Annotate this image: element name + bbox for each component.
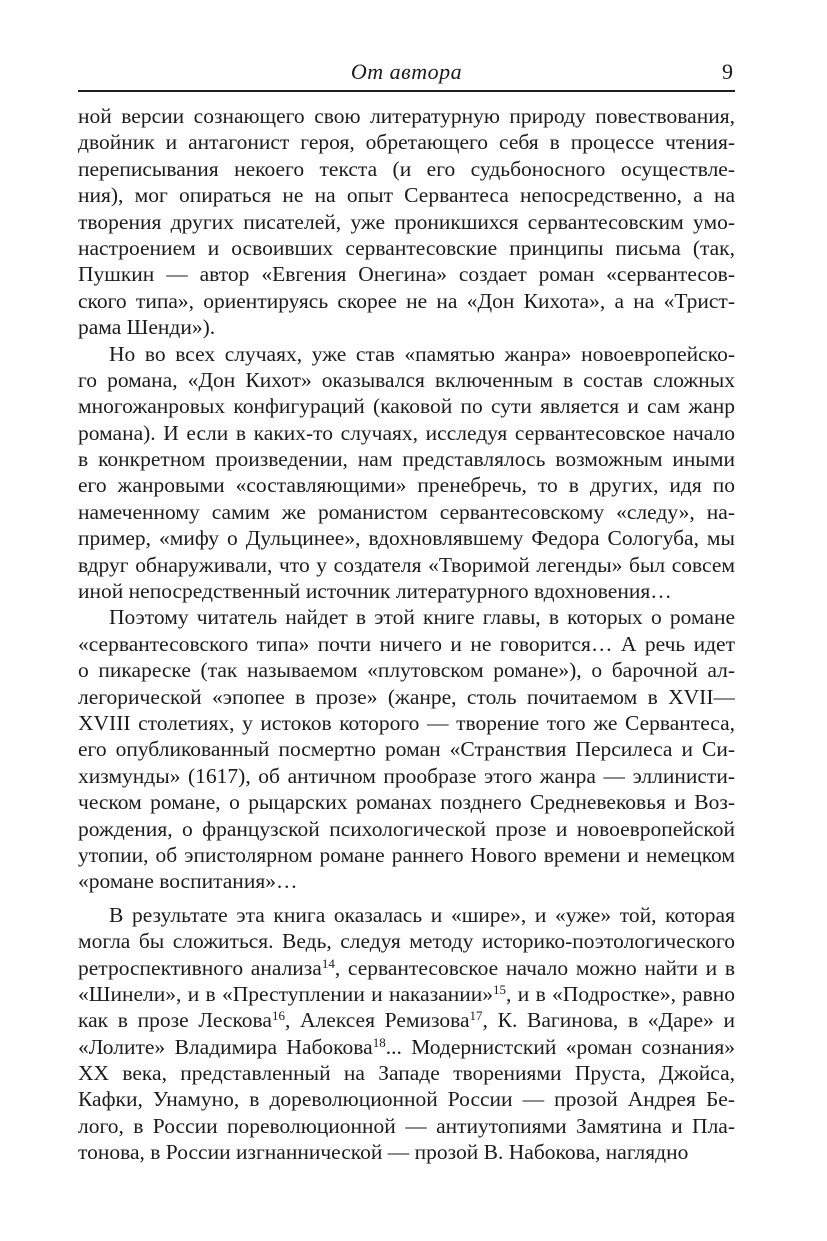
text-line: «сервантесовского типа» почти ничего и не говорится… А речь идет	[78, 631, 735, 656]
footnote-ref: 15	[493, 981, 507, 997]
text-line: творения других писателей, уже проникшихся сервантесовским умо-	[78, 209, 735, 234]
text-line: настроением и освоивших сервантесовские принципы письма (так,	[78, 235, 735, 260]
text-line: В результате эта книга оказалась и «шире», и «уже» той, которая	[109, 902, 735, 927]
text-line: в конкретном произведении, нам представлялось возможным иными	[78, 447, 735, 472]
text-line: Поэтому читатель найдет в этой книге главы, в которых о романе	[109, 605, 735, 630]
text-line: ретроспективного анализа$^{14}$, сервантесовское начало можно найти и в	[78, 955, 735, 980]
text-line: XVIII столетиях, у истоков которого — творение того же Сервантеса,	[78, 710, 735, 735]
text-line: «романе воспитания»…	[78, 869, 298, 894]
page-body	[78, 103, 735, 1166]
text-line: ной версии сознающего свою литературную природу повествования,	[78, 104, 735, 128]
page-header	[78, 60, 735, 88]
paragraph	[78, 902, 735, 1166]
text-line: ческом романе, о рыцарских романах позднего Средневековья и Воз-	[78, 790, 735, 815]
text-line: романа). И если в каких-то случаях, исследуя сервантесовское начало	[78, 420, 735, 445]
paragraph	[78, 341, 735, 605]
text-line: пример, «мифу о Дульцинее», вдохновлявшему Федора Сологуба, мы	[78, 526, 735, 551]
text-line: тонова, в России изгнаннической — прозой В. Набокова, наглядно	[78, 1140, 689, 1165]
paragraph	[78, 604, 735, 894]
text-line: рама Шенди»).	[78, 315, 216, 340]
text-line: «Лолите» Владимира Набокова$^{18}$... Модернистский «роман сознания»	[78, 1034, 735, 1059]
text-line: «Шинели», и в «Преступлении и наказании»$^{15}$, и в «Подростке», равно	[78, 981, 735, 1006]
text-line: многожанровых конфигураций (каковой по сути является и сам жанр	[78, 394, 735, 419]
text-line: намеченному самим же романистом сервантесовскому «следу», на-	[78, 499, 735, 524]
header-rule	[78, 90, 735, 92]
footnote-ref: 18	[372, 1034, 386, 1050]
text-line: переписывания некоего текста (и его судьбоносного осуществле-	[78, 156, 735, 181]
page-number: 9	[722, 59, 733, 84]
text-line: ХХ века, представленный на Западе творениями Пруста, Джойса,	[78, 1061, 735, 1086]
footnote-ref: 17	[469, 1008, 483, 1024]
text-line: рождения, о французской психологической прозе и новоевропейской	[78, 816, 735, 841]
text-line: утопии, об эпистолярном романе раннего Нового времени и немецком	[78, 842, 735, 867]
footnote-ref: 14	[321, 955, 335, 971]
text-line: иной непосредственный источник литературного вдохновения…	[78, 579, 672, 604]
text-line: двойник и антагонист героя, обретающего себя в процессе чтения-	[78, 130, 735, 155]
paragraph	[78, 103, 735, 341]
text-line: Но во всех случаях, уже став «памятью жанра» новоевропейско-	[109, 341, 735, 366]
text-line: хизмунды» (1617), об античном прообразе этого жанра — эллинисти-	[78, 763, 735, 788]
footnote-ref: 16	[271, 1008, 285, 1024]
text-line: ния), мог опираться не на опыт Сервантеса непосредственно, а на	[78, 183, 735, 208]
text-line: вдруг обнаруживали, что у создателя «Творимой легенды» был совсем	[78, 552, 735, 577]
text-line: лого, в России пореволюционной — антиутопиями Замятина и Пла-	[78, 1113, 735, 1138]
text-line: ского типа», ориентируясь скорее не на «Дон Кихота», а на «Трист-	[78, 288, 735, 313]
text-line: о пикареске (так называемом «плутовском романе»), о барочной ал-	[78, 658, 735, 683]
text-line: го романа, «Дон Кихот» оказывался включенным в состав сложных	[78, 367, 735, 392]
text-line: легорической «эпопее в прозе» (жанре, столь почитаемом в XVII—	[78, 684, 735, 709]
text-line: как в прозе Лескова$^{16}$, Алексея Ремизова$^{17}$, К. Вагинова, в «Даре» и	[78, 1008, 735, 1033]
running-title: От автора	[350, 59, 463, 84]
text-line: его жанровыми «составляющими» пренебречь, то в других, идя по	[78, 473, 735, 498]
text-line: могла бы сложиться. Ведь, следуя методу историко-поэтологического	[78, 929, 735, 954]
text-line: его опубликованный посмертно роман «Странствия Персилеса и Си-	[78, 737, 735, 762]
text-line: Пушкин — автор «Евгения Онегина» создает роман «сервантесов-	[78, 262, 735, 287]
text-line: Кафки, Унамуно, в дореволюционной России — прозой Андрея Бе-	[78, 1087, 735, 1112]
